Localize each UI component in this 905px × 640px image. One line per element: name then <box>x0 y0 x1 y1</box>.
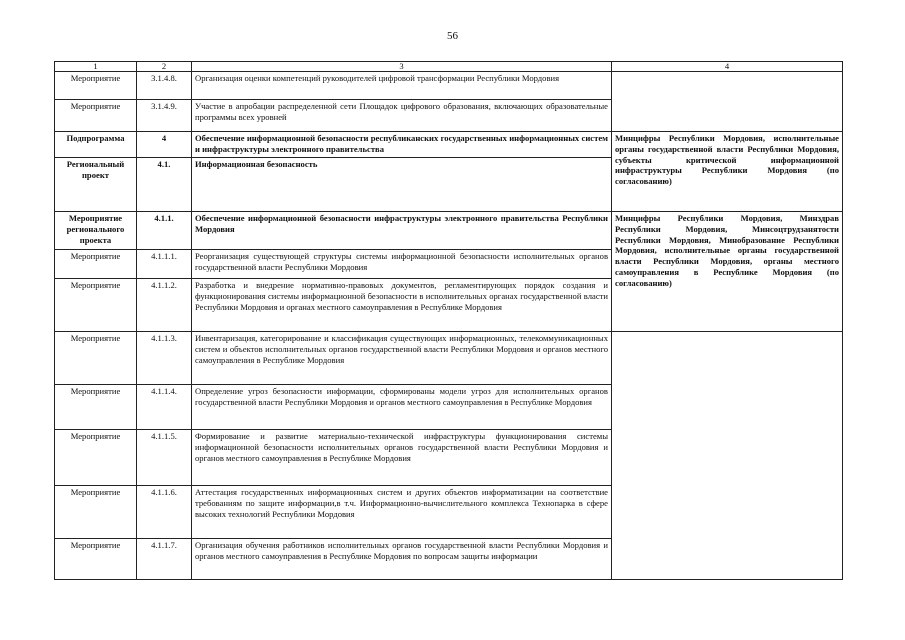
row-number: 4.1.1.3. <box>137 332 192 385</box>
row-number: 4.1.1.5. <box>137 430 192 486</box>
row-description: Организация оценки компетенций руководителей цифровой трансформации Республики Мордовия <box>192 72 612 100</box>
page-number: 56 <box>447 30 458 42</box>
column-number-row <box>55 62 843 72</box>
row-type: Подпрограмма <box>55 132 137 158</box>
row-type: Мероприятие <box>55 100 137 132</box>
table-row <box>55 332 843 385</box>
row-number: 4.1.1. <box>137 212 192 250</box>
row-type: Мероприятие <box>55 250 137 279</box>
row-description: Обеспечение информационной безопасности республиканских государственных информационных систем и инфраструктуры электронного правительства <box>192 132 612 158</box>
column-number: 1 <box>55 62 137 72</box>
row-description: Формирование и развитие материально-технической инфраструктуры функционирования системы информационной безопасности исполнительных органов государственной власти Республики Мордовия и органов местного самоуправления в Республике Мордовия <box>192 430 612 486</box>
row-description: Определение угроз безопасности информации, сформированы модели угроз для исполнительных органов государственной власти Республики Мордовия и органов местного самоуправления в Республике Мордовия <box>192 385 612 430</box>
row-number: 4 <box>137 132 192 158</box>
row-number: 3.1.4.9. <box>137 100 192 132</box>
row-type: Региональный проект <box>55 158 137 212</box>
row-type: Мероприятие <box>55 385 137 430</box>
responsible-project-measures: Минцифры Республики Мордовия, Минздрав Республики Мордовия, Минсоцтрудзанятости Республики Мордовия, Минобразование Республики Мордовия, исполнительные органы государственной власти Республики Мордовия, органы местного самоуправления в Республике Мордовия (по согласованию) <box>612 212 843 332</box>
row-description: Инвентаризация, категорирование и классификация существующих информационных, телекоммуникационных систем и объектов исполнительных органов государственной власти Республики Мордовия и органов местного самоуправления в Республике Мордовия <box>192 332 612 385</box>
row-number: 3.1.4.8. <box>137 72 192 100</box>
table-row <box>55 72 843 100</box>
column-number: 2 <box>137 62 192 72</box>
row-description: Реорганизация существующей структуры системы информационной безопасности исполнительных органов государственной власти Республики Мордовия <box>192 250 612 279</box>
table-row-project-measure <box>55 212 843 250</box>
responsible-empty-cell <box>612 72 843 132</box>
table-row-subprogram <box>55 132 843 158</box>
row-number: 4.1.1.4. <box>137 385 192 430</box>
column-number: 3 <box>192 62 612 72</box>
responsible-continuation-cell <box>612 332 843 580</box>
program-measures-table <box>54 61 843 580</box>
row-description: Разработка и внедрение нормативно-правовых документов, регламентирующих порядок создания и функционирования системы информационной безопасности в исполнительных органах государственной власти Республики Мордовия и органах местного самоуправления в Республике Мордовия <box>192 279 612 332</box>
row-description: Участие в апробации распределенной сети Площадок цифрового образования, включающих образовательные программы всех уровней <box>192 100 612 132</box>
row-description: Аттестация государственных информационных систем и других объектов информатизации на соответствие требованиям по защите информации,в т.ч. Информационно-вычислительного комплекса Технопарка в сфере высоких технологий Республики Мордовия <box>192 486 612 539</box>
responsible-subprogram: Минцифры Республики Мордовия, исполнительные органы государственной власти Республики Мордовия, субъекты критической информационной инфраструктуры Республики Мордовия (по согласованию) <box>612 132 843 212</box>
row-type: Мероприятие <box>55 430 137 486</box>
row-description: Информационная безопасность <box>192 158 612 212</box>
row-type: Мероприятие <box>55 72 137 100</box>
row-number: 4.1. <box>137 158 192 212</box>
row-type: Мероприятие <box>55 332 137 385</box>
row-description: Обеспечение информационной безопасности инфраструктуры электронного правительства Республики Мордовия <box>192 212 612 250</box>
row-number: 4.1.1.1. <box>137 250 192 279</box>
column-number: 4 <box>612 62 843 72</box>
row-number: 4.1.1.2. <box>137 279 192 332</box>
row-number: 4.1.1.7. <box>137 539 192 580</box>
row-type: Мероприятие <box>55 279 137 332</box>
row-description: Организация обучения работников исполнительных органов государственной власти Республики Мордовия и органов местного самоуправления в Республике Мордовия по вопросам защиты информации <box>192 539 612 580</box>
row-type: Мероприятие <box>55 539 137 580</box>
row-number: 4.1.1.6. <box>137 486 192 539</box>
row-type: Мероприятие <box>55 486 137 539</box>
row-type: Мероприятие регионального проекта <box>55 212 137 250</box>
